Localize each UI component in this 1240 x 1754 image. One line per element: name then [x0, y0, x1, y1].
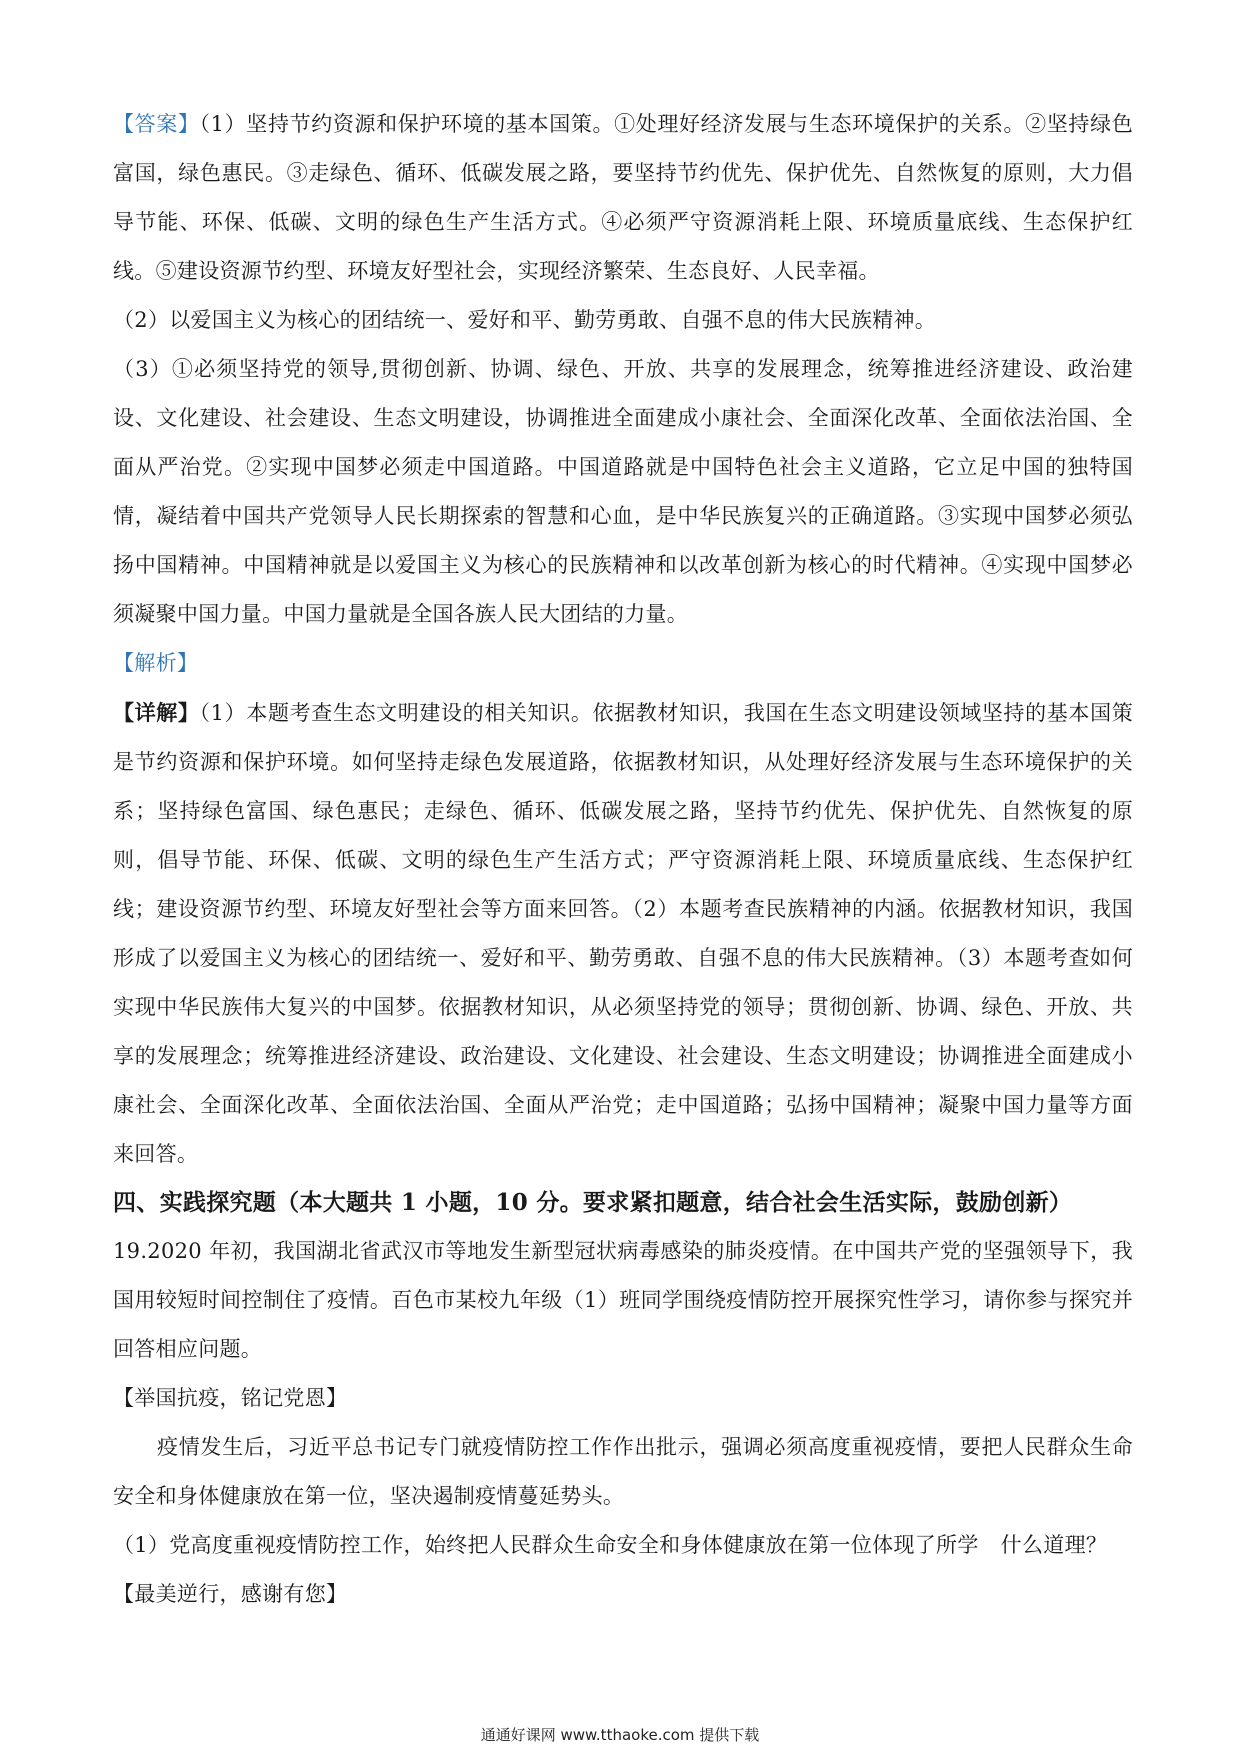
answer-paragraph-3: （3）①必须坚持党的领导,贯彻创新、协调、绿色、开放、共享的发展理念，统筹推进经济建设、政治建设、文化建设、社会建设、生态文明建设，协调推进全面建成小康社会、全面深化改革、全面依法治国、全面从严治党。②实现中国梦必须走中国道路。中国道路就是中国特色社会主义道路，它立足中国的独特国情，凝结着中国共产党领导人民长期探索的智慧和心血，是中华民族复兴的正确道路。③实现中国梦必须弘扬中国精神。中国精神就是以爱国主义为核心的民族精神和以改革创新为核心的时代精神。④实现中国梦必须凝聚中国力量。中国力量就是全国各族人民大团结的力量。 — [113, 357, 1133, 626]
answer-paragraph-2: （2）以爱国主义为核心的团结统一、爱好和平、勤劳勇敢、自强不息的伟大民族精神。 — [113, 308, 937, 332]
answer-part-1: （1）坚持节约资源和保护环境的基本国策。①处理好经济发展与生态环境保护的关系。②坚持绿色富国，绿色惠民。③走绿色、循环、低碳发展之路，要坚持节约优先、保护优先、自然恢复的原则，大力倡导节能、环保、低碳、文明的绿色生产生活方式。④必须严守资源消耗上限、环境质量底线、生态保护红线。⑤建设资源节约型、环境友好型社会，实现经济繁荣、生态良好、人民幸福。 — [113, 112, 1133, 283]
analysis-text: （1）本题考查生态文明建设的相关知识。依据教材知识，我国在生态文明建设领域坚持的基本国策是节约资源和保护环境。如何坚持走绿色发展道路，依据教材知识，从处理好经济发展与生态环境保护的关系；坚持绿色富国、绿色惠民；走绿色、循环、低碳发展之路，坚持节约优先、保护优先、自然恢复的原则，倡导节能、环保、低碳、文明的绿色生产生活方式；严守资源消耗上限、环境质量底线、生态保护红线；建设资源节约型、环境友好型社会等方面来回答。（2）本题考查民族精神的内涵。依据教材知识，我国形成了以爱国主义为核心的团结统一、爱好和平、勤劳勇敢、自强不息的伟大民族精神。（3）本题考查如何实现中华民族伟大复兴的中国梦。依据教材知识，从必须坚持党的领导；贯彻创新、协调、绿色、开放、共享的发展理念；统筹推进经济建设、政治建设、文化建设、社会建设、生态文明建设；协调推进全面建成小康社会、全面深化改革、全面依法治国、全面从严治党；走中国道路；弘扬中国精神；凝聚中国力量等方面来回答。 — [113, 701, 1133, 1166]
answer-tag: 【答案】 — [113, 112, 200, 136]
question-1 — [113, 1521, 1133, 1570]
sub-heading-2: 【最美逆行，感谢有您】 — [113, 1582, 348, 1606]
page-footer: 通通好课网 www.tthaoke.com 提供下载 — [480, 1726, 760, 1744]
answer-paragraph-1 — [113, 100, 1133, 296]
analysis-heading: 【解析】 — [113, 651, 199, 675]
question-1-part-b: 什么道理？ — [1000, 1533, 1108, 1557]
document-page — [113, 100, 1133, 1619]
sub-heading-1: 【举国抗疫，铭记党恩】 — [113, 1386, 348, 1410]
question-1-part-a: （1）党高度重视疫情防控工作，始终把人民群众生命安全和身体健康放在第一位体现了所学 — [113, 1533, 979, 1557]
detail-tag: 【详解】 — [113, 700, 200, 725]
question-19-intro: 19.2020 年初，我国湖北省武汉市等地发生新型冠状病毒感染的肺炎疫情。在中国共产党的坚强领导下，我国用较短时间控制住了疫情。百色市某校九年级（1）班同学围绕疫情防控开展探究性学习，请你参与探究并回答相应问题。 — [113, 1239, 1133, 1361]
material-paragraph: 疫情发生后，习近平总书记专门就疫情防控工作作出批示，强调必须高度重视疫情，要把人民群众生命安全和身体健康放在第一位，坚决遏制疫情蔓延势头。 — [113, 1435, 1133, 1508]
section-4-title: 四、实践探究题（本大题共 1 小题，10 分。要求紧扣题意，结合社会生活实际，鼓励创新） — [113, 1189, 1073, 1216]
analysis-paragraph — [113, 688, 1133, 1179]
